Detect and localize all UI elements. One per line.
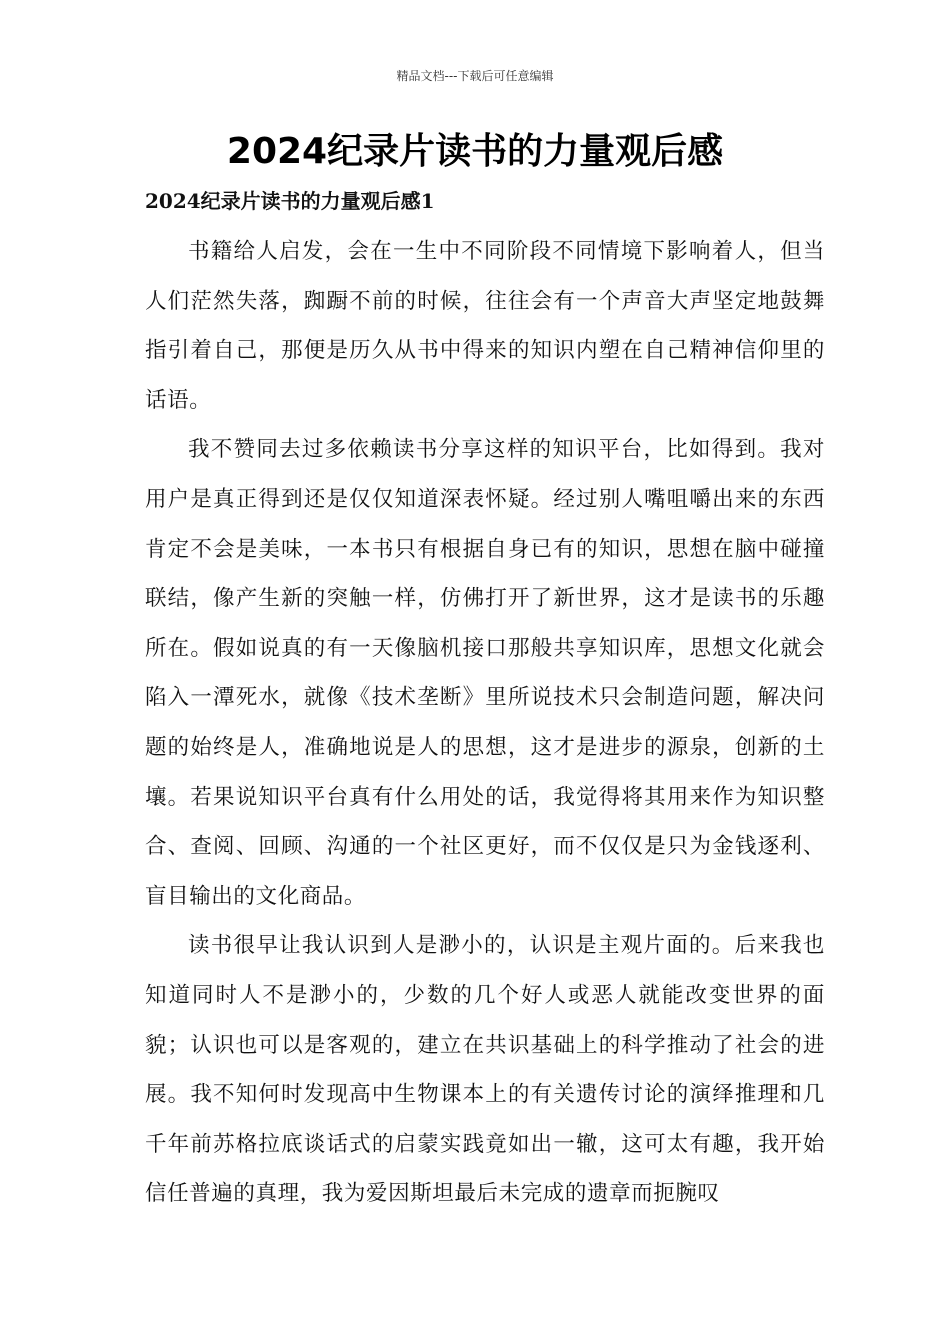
section-heading: 2024纪录片读书的力量观后感1 — [145, 189, 435, 213]
body-text — [145, 227, 825, 1219]
paragraph-1: 书籍给人启发，会在一生中不同阶段不同情境下影响着人，但当人们茫然失落，踟蹰不前的时候，往往会有一个声音大声坚定地鼓舞指引着自己，那便是历久从书中得来的知识内塑在自己精神信仰里的话语。 — [145, 239, 825, 413]
header-note: 精品文档---下载后可任意编辑 — [396, 69, 554, 83]
paragraph-3: 读书很早让我认识到人是渺小的，认识是主观片面的。后来我也知道同时人不是渺小的，少数的几个好人或恶人就能改变世界的面貌；认识也可以是客观的，建立在共识基础上的科学推动了社会的进展。我不知何时发现高中生物课本上的有关遗传讨论的演绎推理和几千年前苏格拉底谈话式的启蒙实践竟如出一辙，这可太有趣，我开始信任普遍的真理，我为爱因斯坦最后未完成的遗章而扼腕叹 — [145, 933, 825, 1207]
paragraph-2: 我不赞同去过多依赖读书分享这样的知识平台，比如得到。我对用户是真正得到还是仅仅知道深表怀疑。经过别人嘴咀嚼出来的东西肯定不会是美味，一本书只有根据自身已有的知识，思想在脑中碰撞联结，像产生新的突触一样，仿佛打开了新世界，这才是读书的乐趣所在。假如说真的有一天像脑机接口那般共享知识库，思想文化就会陷入一潭死水，就像《技术垄断》里所说技术只会制造问题，解决问题的始终是人，准确地说是人的思想，这才是进步的源泉，创新的土壤。若果说知识平台真有什么用处的话，我觉得将其用来作为知识整合、查阅、回顾、沟通的一个社区更好，而不仅仅是只为金钱逐利、盲目输出的文化商品。 — [145, 437, 825, 909]
document-title: 2024纪录片读书的力量观后感 — [226, 131, 724, 172]
